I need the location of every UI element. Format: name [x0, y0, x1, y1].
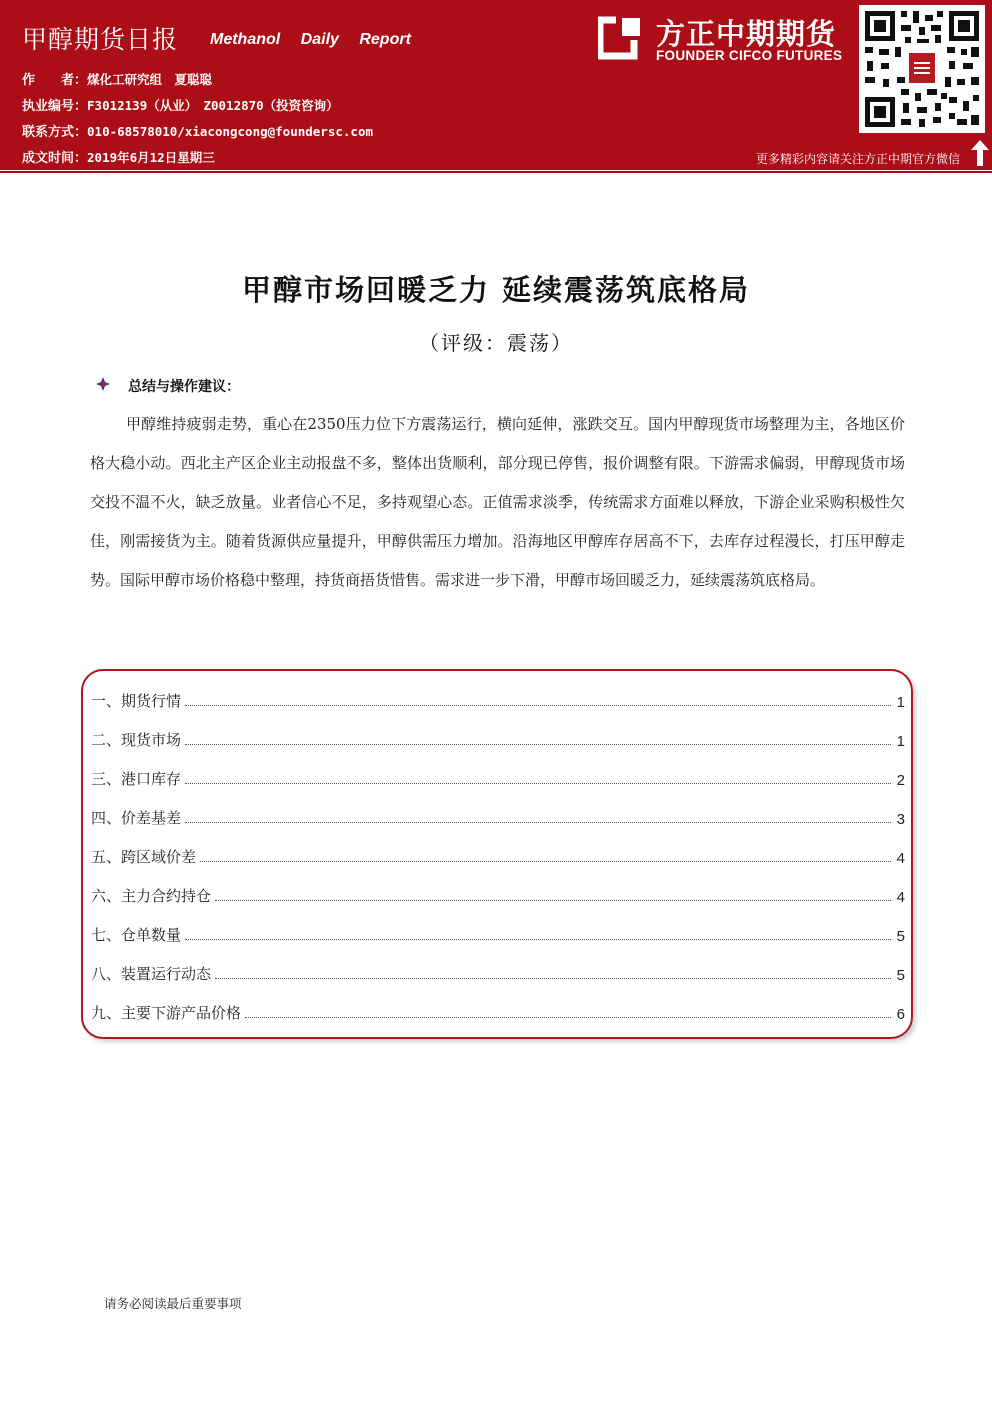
report-header	[0, 0, 992, 170]
toc-leader	[185, 783, 891, 784]
toc-item[interactable]	[91, 999, 905, 1023]
author-value: 煤化工研究组 夏聪聪	[87, 72, 213, 87]
report-rating: （评级：震荡）	[419, 331, 573, 355]
toc-item-label: 五、跨区域价差	[91, 848, 197, 866]
toc-item-page: 1	[896, 733, 905, 750]
toc-item[interactable]	[91, 687, 905, 711]
qr-code-icon	[859, 5, 985, 133]
summary-paragraph: 甲醇维持疲弱走势，重心在2350压力位下方震荡运行，横向延伸，涨跌交互。国内甲醇现货市场整理为主，各地区价格大稳小动。西北主产区企业主动报盘不多，整体出货顺利，部分现已停售，报价调整有限。下游需求偏弱，甲醇现货市场交投不温不火，缺乏放量。业者信心不足，多持观望心态。正值需求淡季，传统需求方面难以释放，下游企业采购积极性欠佳，刚需接货为主。随着货源供应量提升，甲醇供需压力增加。沿海地区甲醇库存居高不下，去库存过程漫长，打压甲醇走势。国际甲醇市场价格稳中整理，持货商捂货惜售。需求进一步下滑，甲醇市场回暖乏力，延续震荡筑底格局。	[90, 415, 905, 589]
toc-leader	[200, 861, 891, 862]
date-label: 成文时间：	[22, 151, 88, 166]
toc-item-label: 八、装置运行动态	[91, 965, 212, 983]
toc-item-label: 七、仓单数量	[91, 926, 182, 944]
toc-leader	[185, 744, 891, 745]
toc-item-label: 三、港口库存	[91, 770, 182, 788]
arrow-up-icon	[970, 140, 990, 166]
toc-item-label: 四、价差基差	[91, 809, 182, 827]
report-title-en: Methanol Daily Report	[210, 31, 411, 48]
toc-item-label: 一、期货行情	[91, 692, 182, 710]
contact-value: 010-68578010/xiacongcong@foundersc.com	[87, 124, 373, 139]
toc-leader	[245, 1017, 891, 1018]
toc-item[interactable]	[91, 804, 905, 828]
license-label: 执业编号：	[22, 99, 88, 114]
toc-item[interactable]	[91, 882, 905, 906]
company-logo	[598, 14, 858, 74]
bullet-icon	[96, 377, 110, 391]
date-value: 2019年6月12日星期三	[87, 150, 215, 165]
toc-item[interactable]	[91, 843, 905, 867]
toc-item-label: 六、主力合约持仓	[91, 887, 212, 905]
author-label: 作 者：	[22, 73, 88, 88]
report-title-cn: 甲醇期货日报	[22, 25, 179, 54]
footer-disclaimer-note: 请务必阅读最后重要事项	[104, 1296, 242, 1311]
toc-item-page: 5	[896, 967, 905, 984]
follow-wechat-text: 更多精彩内容请关注方正中期官方微信	[755, 152, 960, 166]
toc-item-page: 1	[896, 694, 905, 711]
toc-leader	[215, 978, 891, 979]
toc-item-page: 5	[896, 928, 905, 945]
summary-heading-text: 总结与操作建议：	[128, 379, 240, 395]
toc-item[interactable]	[91, 960, 905, 984]
logo-text-en: FOUNDER CIFCO FUTURES	[656, 48, 843, 63]
toc-item-page: 4	[896, 850, 905, 867]
author-line	[22, 69, 212, 88]
toc-item-page: 4	[896, 889, 905, 906]
contact-label: 联系方式：	[22, 125, 88, 140]
toc-leader	[185, 939, 891, 940]
license-value: F3012139（从业） Z0012870（投资咨询）	[87, 98, 339, 113]
toc-item[interactable]	[91, 765, 905, 789]
summary-section-heading	[128, 376, 240, 396]
license-line	[22, 95, 339, 114]
toc-item-page: 3	[896, 811, 905, 828]
toc-item[interactable]	[91, 726, 905, 750]
toc-item-page: 6	[896, 1006, 905, 1023]
company-logo-mark-icon	[598, 14, 644, 60]
report-headline: 甲醇市场回暖乏力 延续震荡筑底格局	[241, 273, 751, 307]
toc-leader	[185, 822, 891, 823]
toc-item[interactable]	[91, 921, 905, 945]
toc-item-label: 二、现货市场	[91, 731, 182, 749]
toc-item-page: 2	[896, 772, 905, 789]
toc-leader	[215, 900, 891, 901]
date-line	[22, 147, 215, 166]
toc-item-label: 九、主要下游产品价格	[91, 1004, 242, 1022]
header-divider	[0, 171, 992, 173]
logo-text-cn: 方正中期期货	[656, 17, 837, 51]
contact-line	[22, 121, 373, 140]
table-of-contents	[81, 669, 913, 1039]
toc-leader	[185, 705, 891, 706]
